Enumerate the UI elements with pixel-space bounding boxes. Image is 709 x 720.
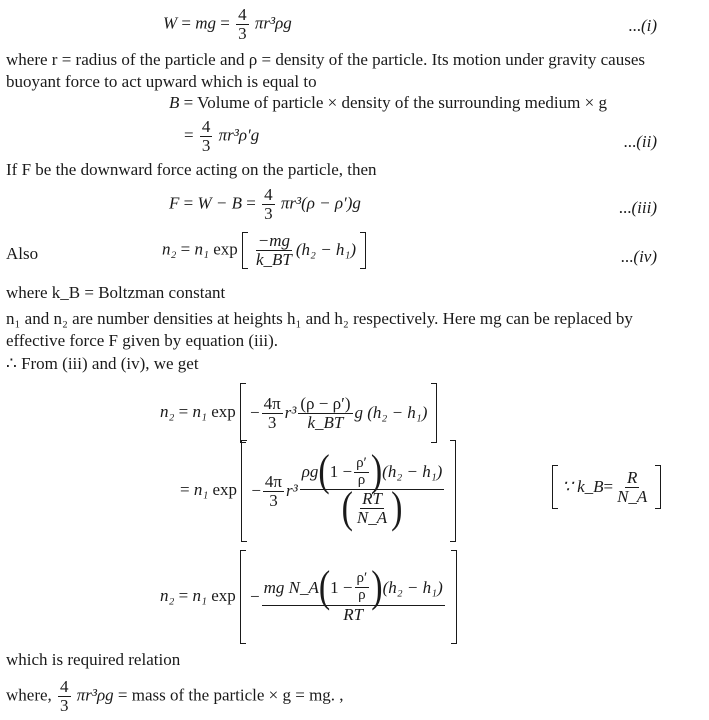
- equation-label-4: ...(iv): [620, 247, 657, 266]
- equation-1: W = mg = $\frac{4}{3}$ πr³ρg: [163, 5, 292, 43]
- eq3-fraction: $\frac{4}{3}$: [264, 185, 273, 223]
- equation-label-1: ...(i): [628, 16, 657, 35]
- paragraph-required-relation: which is required relation: [6, 650, 181, 669]
- eq1-lhs: W: [163, 13, 178, 33]
- boltzmann-relation-note: ∵ k_B = $\frac{R}{N\_A}$: [552, 465, 661, 509]
- equation-7: n₂ = n₁ exp − mg N_A ( 1 − $\frac{\rho'}{\rho}$ ) (h₂ − h₁) RT: [160, 550, 457, 644]
- equation-6: = n₁ exp − $\frac{4\pi}{3}$ r³ ρg ( 1 − $\frac{\rho'}{\rho}$ ) (h₂ − h₁) ( $\frac{RT}{N\_A}$ ): [180, 440, 456, 542]
- paragraph-boltzmann: where k_B = Boltzman constant: [6, 283, 226, 302]
- final-statement: where, $\frac{4}{3}$ πr³ρg = mass of the particle × g = mg. ,: [6, 677, 344, 715]
- equation-label-2: ...(ii): [623, 132, 657, 151]
- paragraph-downward-force: If F be the downward force acting on the particle, then: [6, 160, 377, 179]
- eq1-rhs: πr³ρg: [254, 13, 292, 33]
- eq5-bracket: − $\frac{4\pi}{3}$ r³ $\frac{(\rho - \rho')}{k\_BT}$ g (h₂ − h₁): [240, 383, 437, 443]
- equation-4: n₂ = n₁ exp $\frac{-mg}{k\_BT}$ (h₂ − h₁): [162, 232, 366, 269]
- eq4-bracket: $\frac{-mg}{k\_BT}$ (h₂ − h₁): [242, 232, 366, 269]
- equation-4-prefix: Also: [6, 244, 39, 263]
- eq6-bracket: − $\frac{4\pi}{3}$ r³ ρg ( 1 − $\frac{\rho'}{\rho}$ ) (h₂ − h₁) ( $\frac{RT}{N\_A}$ ): [241, 440, 456, 542]
- equation-3: F = W − B = $\frac{4}{3}$ πr³(ρ − ρ′)g: [169, 185, 361, 223]
- eq7-bracket: − mg N_A ( 1 − $\frac{\rho'}{\rho}$ ) (h₂ − h₁) RT: [240, 550, 457, 644]
- equation-label-3: ...(iii): [618, 198, 657, 217]
- equation-2: = $\frac{4}{3}$ πr³ρ′g: [184, 117, 260, 155]
- eq1-mid: mg: [195, 13, 217, 33]
- eq2-fraction: $\frac{4}{3}$: [201, 117, 211, 155]
- equation-buoyant-definition: B = Volume of particle × density of the surrounding medium × g: [169, 93, 607, 112]
- equation-5: n₂ = n₁ exp − $\frac{4\pi}{3}$ r³ $\frac{(\rho - \rho')}{k\_BT}$ g (h₂ − h₁): [160, 383, 437, 443]
- paragraph-therefore: ∴ From (iii) and (iv), we get: [6, 354, 199, 373]
- eq1-fraction: $\frac{4}{3}$: [238, 5, 247, 43]
- paragraph-number-densities: n₁ and n₂ are number densities at heights h₁ and h₂ respectively. Here mg can be replaced by effective force F given by equation (iii).: [6, 309, 633, 350]
- paragraph-radius-density: where r = radius of the particle and ρ = density of the particle. Its motion under gravity causes buoyant force to act upward which is equal to: [6, 50, 645, 91]
